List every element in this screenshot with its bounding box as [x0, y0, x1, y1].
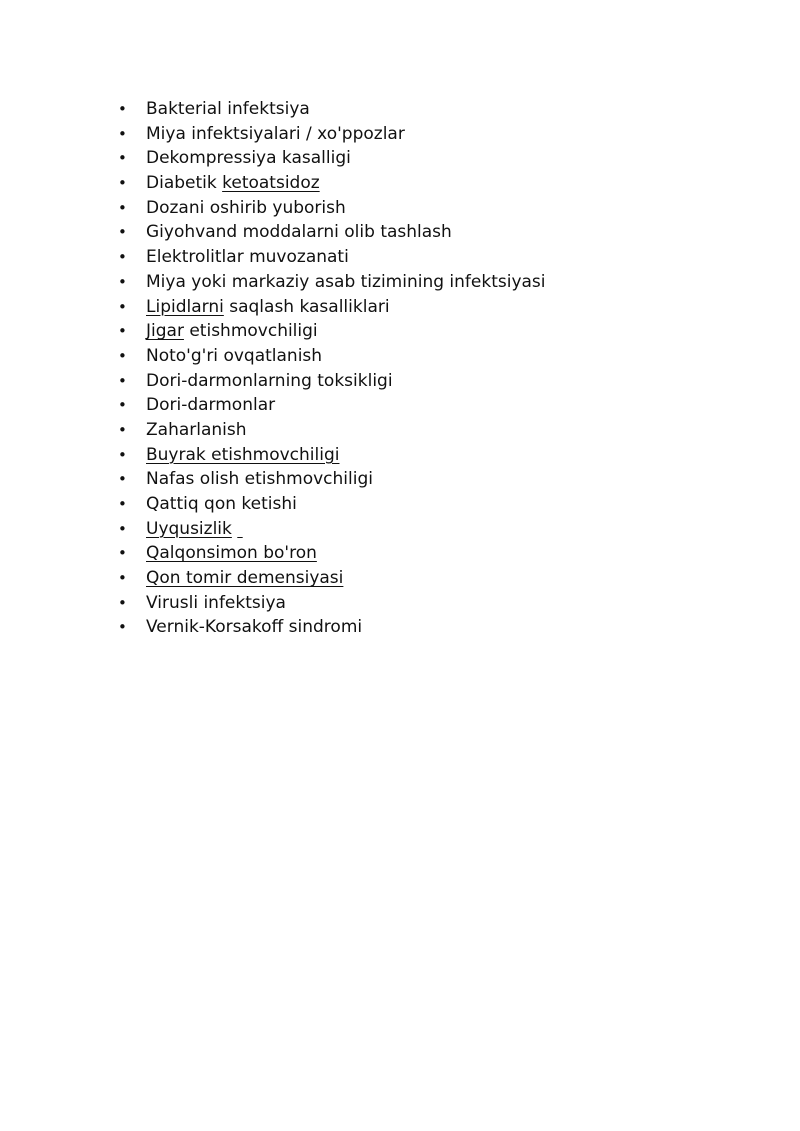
list-item: [118, 566, 546, 591]
list-item: [118, 541, 546, 566]
list-item-text: Zaharlanish: [146, 419, 247, 440]
list-item-text: Miya yoki markaziy asab tizimining infektsiyasi: [146, 271, 546, 292]
list-item: [118, 171, 546, 196]
list-item: [118, 344, 546, 369]
list-item-link[interactable]: Jigar: [146, 321, 184, 342]
list-item-link[interactable]: Qon tomir demensiyasi: [146, 568, 344, 589]
list-item-text: Diabetik: [146, 173, 223, 194]
list-item-text: Miya infektsiyalari / xo'ppozlar: [146, 123, 405, 144]
list-item-link[interactable]: ketoatsidoz: [222, 173, 320, 194]
bullet-icon: •: [118, 544, 127, 563]
list-item-link[interactable]: Buyrak etishmovchiligi: [146, 444, 340, 465]
bullet-icon: •: [118, 297, 127, 316]
list-item: [118, 492, 546, 517]
list-item: [118, 245, 546, 270]
list-item-text: Qattiq qon ketishi: [146, 494, 297, 514]
bullet-icon: •: [118, 272, 127, 291]
list-item-text: Dori-darmonlar: [146, 395, 276, 416]
list-item: [118, 97, 546, 122]
list-item-text: Virusli infektsiya: [146, 592, 286, 613]
list-item-link[interactable]: [237, 519, 242, 539]
bullet-icon: •: [118, 248, 127, 267]
list-item: [118, 146, 546, 171]
bullet-icon: •: [118, 445, 127, 464]
bullet-icon: •: [118, 519, 127, 538]
list-item: [118, 467, 546, 492]
bullet-icon: •: [118, 149, 127, 168]
bullet-icon: •: [118, 495, 127, 513]
list-item-link[interactable]: Lipidlarni: [146, 296, 224, 317]
list-item-text: Bakterial infektsiya: [146, 99, 310, 119]
bullet-icon: •: [118, 322, 127, 341]
bullet-icon: •: [118, 174, 127, 193]
bullet-icon: •: [118, 223, 127, 242]
bullet-list: [118, 97, 546, 640]
list-item-text: etishmovchiligi: [183, 321, 318, 342]
bullet-icon: •: [118, 371, 127, 390]
bullet-icon: •: [118, 593, 127, 612]
list-item-link[interactable]: Qalqonsimon bo'ron: [146, 543, 317, 564]
list-item: [118, 122, 546, 147]
list-item: [118, 220, 546, 245]
list-item-text: Dozani oshirib yuborish: [146, 197, 346, 218]
list-item-text: Vernik-Korsakoff sindromi: [146, 617, 363, 638]
bullet-icon: •: [118, 470, 127, 489]
list-item: [118, 615, 546, 640]
bullet-icon: •: [118, 198, 127, 217]
bullet-icon: •: [118, 420, 127, 439]
list-item: [118, 443, 546, 468]
list-item-text: Giyohvand moddalarni olib tashlash: [146, 222, 452, 243]
list-item: [118, 369, 546, 394]
list-item: [118, 319, 546, 344]
list-item-text: Dekompressiya kasalligi: [146, 148, 351, 169]
list-item: [118, 591, 546, 616]
list-item: [118, 196, 546, 221]
bullet-icon: •: [118, 618, 127, 637]
list-item: [118, 270, 546, 295]
list-item-link[interactable]: Uyqusizlik: [146, 518, 232, 539]
bullet-icon: •: [118, 569, 127, 588]
list-item: [118, 295, 546, 320]
list-item-text: Noto'g'ri ovqatlanish: [146, 345, 323, 366]
bullet-icon: •: [118, 396, 127, 415]
list-item: [118, 517, 546, 542]
list-item-text: Dori-darmonlarning toksikligi: [146, 370, 393, 391]
list-item-text: saqlash kasalliklari: [223, 296, 390, 317]
list-item-text: Elektrolitlar muvozanati: [146, 247, 349, 268]
list-item: [118, 418, 546, 443]
bullet-icon: •: [118, 346, 127, 365]
list-item-text: Nafas olish etishmovchiligi: [146, 469, 373, 490]
bullet-icon: •: [118, 100, 127, 118]
bullet-icon: •: [118, 124, 127, 143]
list-item: [118, 393, 546, 418]
